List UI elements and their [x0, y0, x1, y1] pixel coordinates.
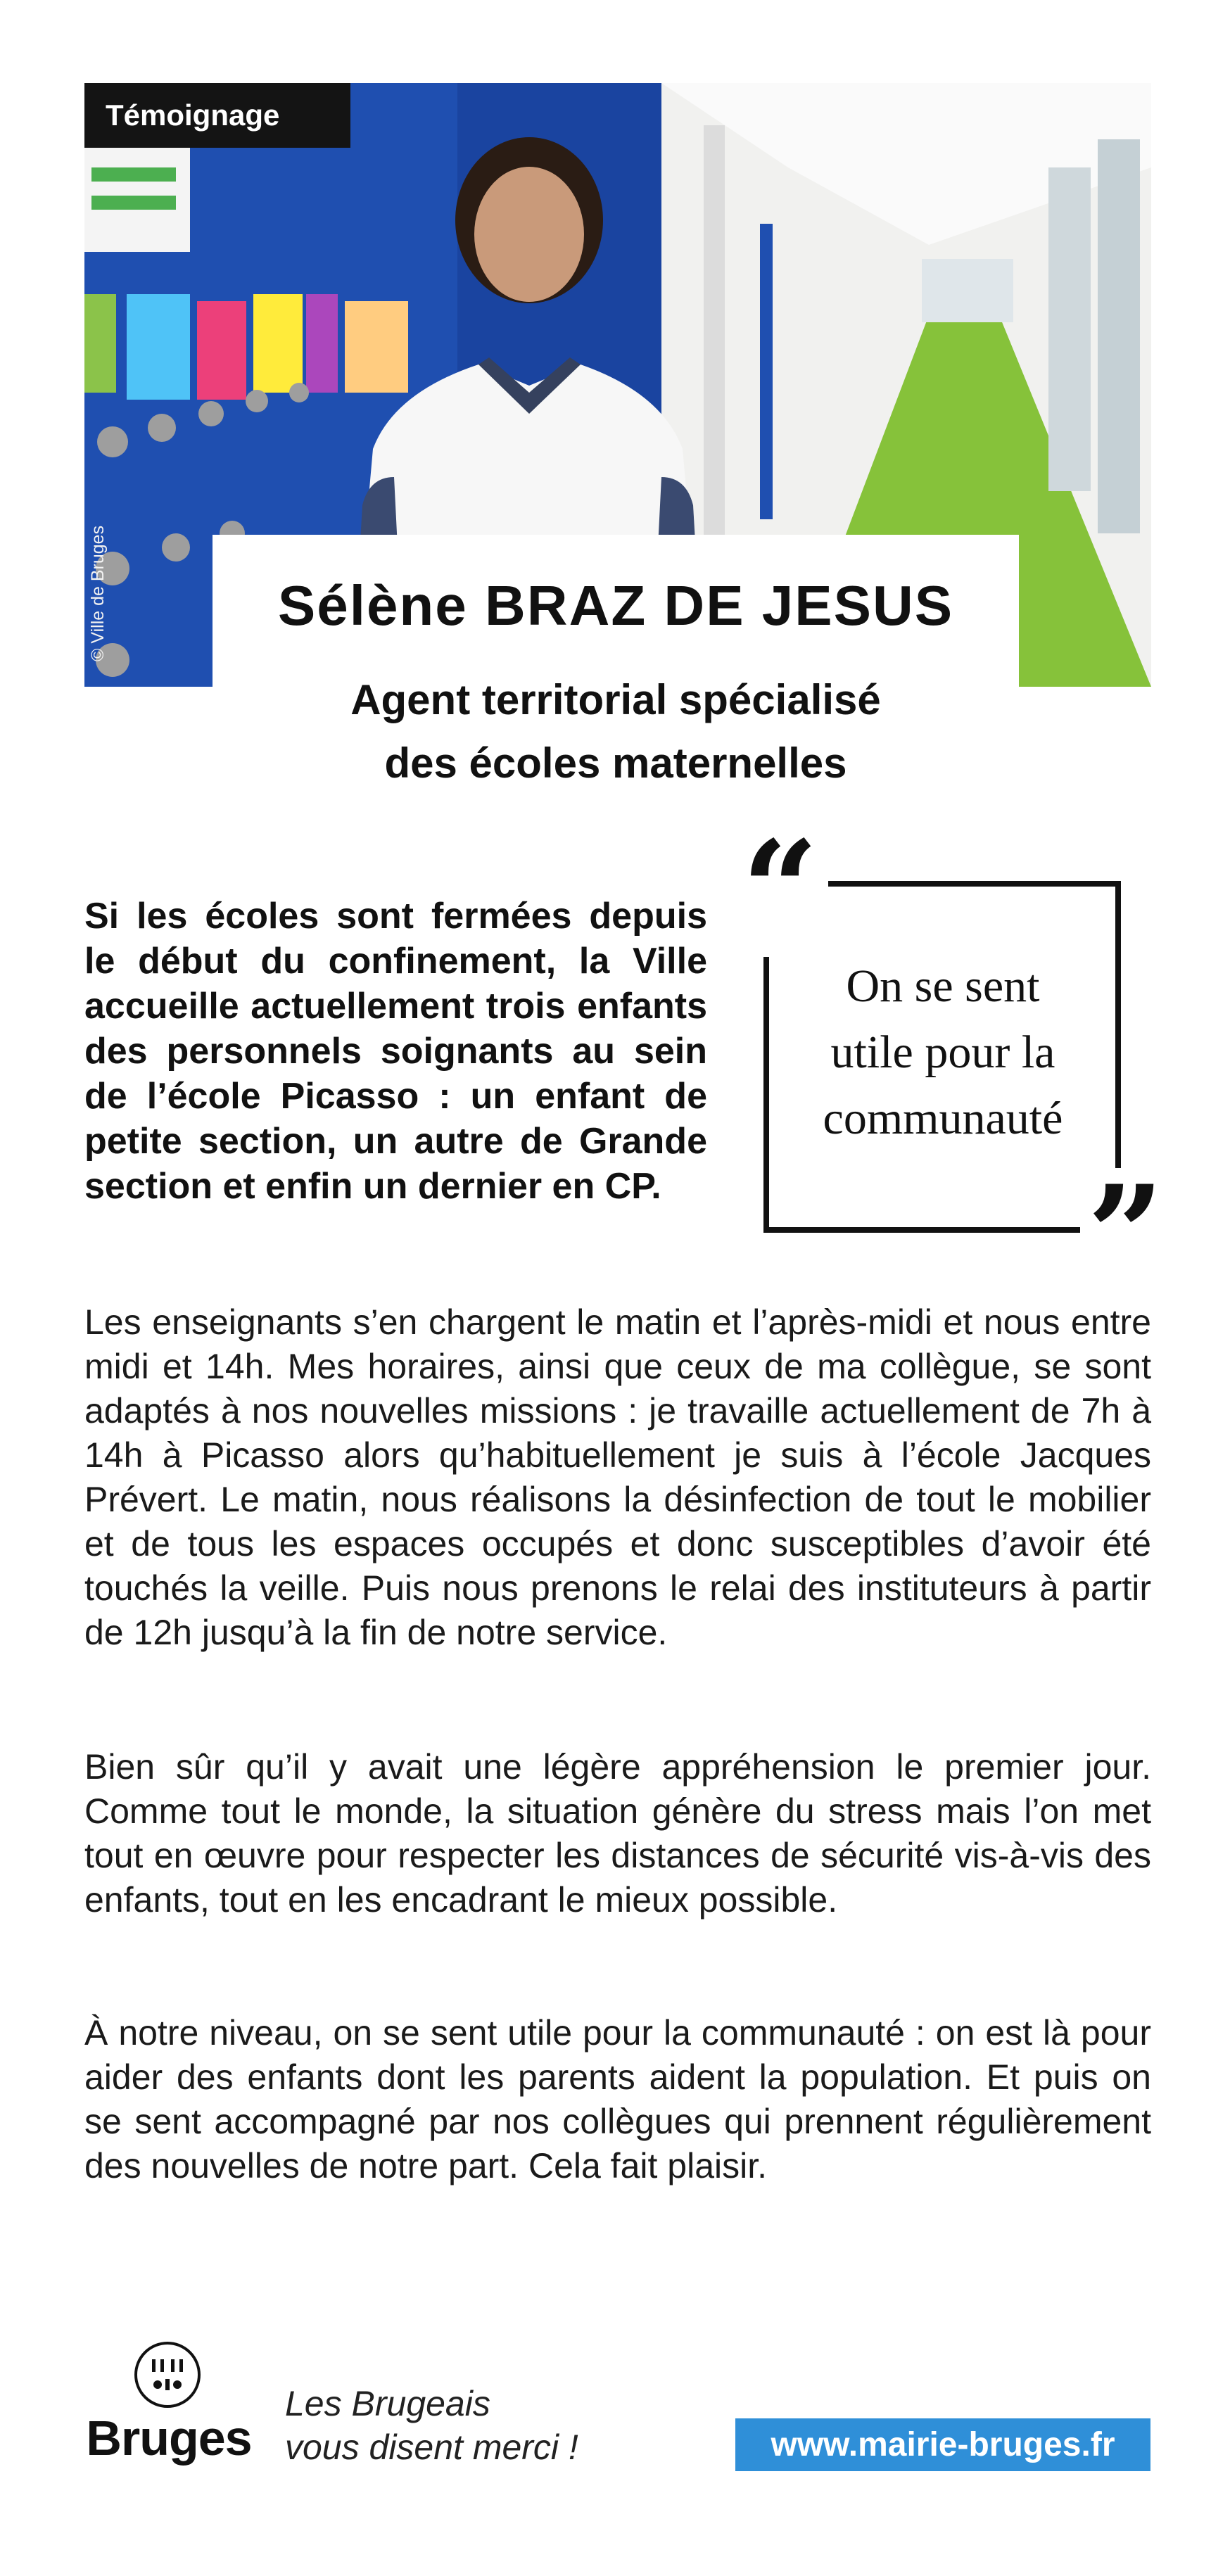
intro-paragraph: Si les écoles sont fermées depuis le début du confinement, la Ville accueille actuellement trois enfants des personnels soignants au sein de l’école Picasso : un enfant de petite section, un autre de Grande section et enfin un dernier en CP. [84, 896, 707, 1207]
role-line-2: des écoles maternelles [384, 740, 847, 787]
tagline-line-1: Les Brugeais [285, 2384, 490, 2423]
person-name: Sélène BRAZ DE JESUS [277, 574, 954, 637]
close-quote-icon: ” [1080, 1168, 1171, 1302]
person-role [213, 668, 1019, 795]
body-paragraph-1: Les enseignants s’en chargent le matin et l’après-midi et nous entre midi et 14h. Mes horaires, ainsi que ceux de ma collègue, se sont adaptés à nos nouvelles missions : je travaille actuellement de 7h à 14h à Picasso alors qu’habituellement je suis à l’école Jacques Prévert. Le matin, nous réalisons la désinfection de tout le mobilier et de tous les espaces occupés et donc susceptibles d’avoir été touchés la veille. Puis nous prenons le relai des instituteurs à partir de 12h jusqu’à la fin de notre service. [84, 1302, 1151, 1652]
quote-line-1: On se sent [846, 960, 1040, 1012]
photo-credit: © Ville de Bruges [88, 525, 108, 661]
open-quote-icon: “ [732, 823, 828, 957]
testimony-tag: Témoignage [84, 83, 350, 148]
bruges-logo [84, 2340, 253, 2480]
role-line-1: Agent territorial spécialisé [350, 676, 881, 723]
body-paragraph-2: Bien sûr qu’il y avait une légère appréhension le premier jour. Comme tout le monde, la situation génère du stress mais l’on met tout en œuvre pour respecter les distances de sécurité vis-à-vis des enfants, tout en les encadrant le mieux possible. [84, 1747, 1151, 1920]
tagline-line-2: vous disent merci ! [285, 2428, 578, 2467]
quote-line-3: communauté [823, 1093, 1063, 1144]
body-paragraph-3: À notre niveau, on se sent utile pour la communauté : on est là pour aider des enfants dont les parents aident la population. Et puis on se sent accompagné par nos collègues qui prennent régulièrement des nouvelles de notre part. Cela fait plaisir. [84, 2013, 1151, 2185]
footer-tagline [285, 2382, 578, 2469]
logo-city-name: Bruges [86, 2411, 252, 2466]
website-link[interactable]: www.mairie-bruges.fr [735, 2418, 1150, 2471]
city-seal-icon [132, 2340, 203, 2410]
quote-line-2: utile pour la [830, 1027, 1055, 1078]
pull-quote [774, 953, 1112, 1152]
